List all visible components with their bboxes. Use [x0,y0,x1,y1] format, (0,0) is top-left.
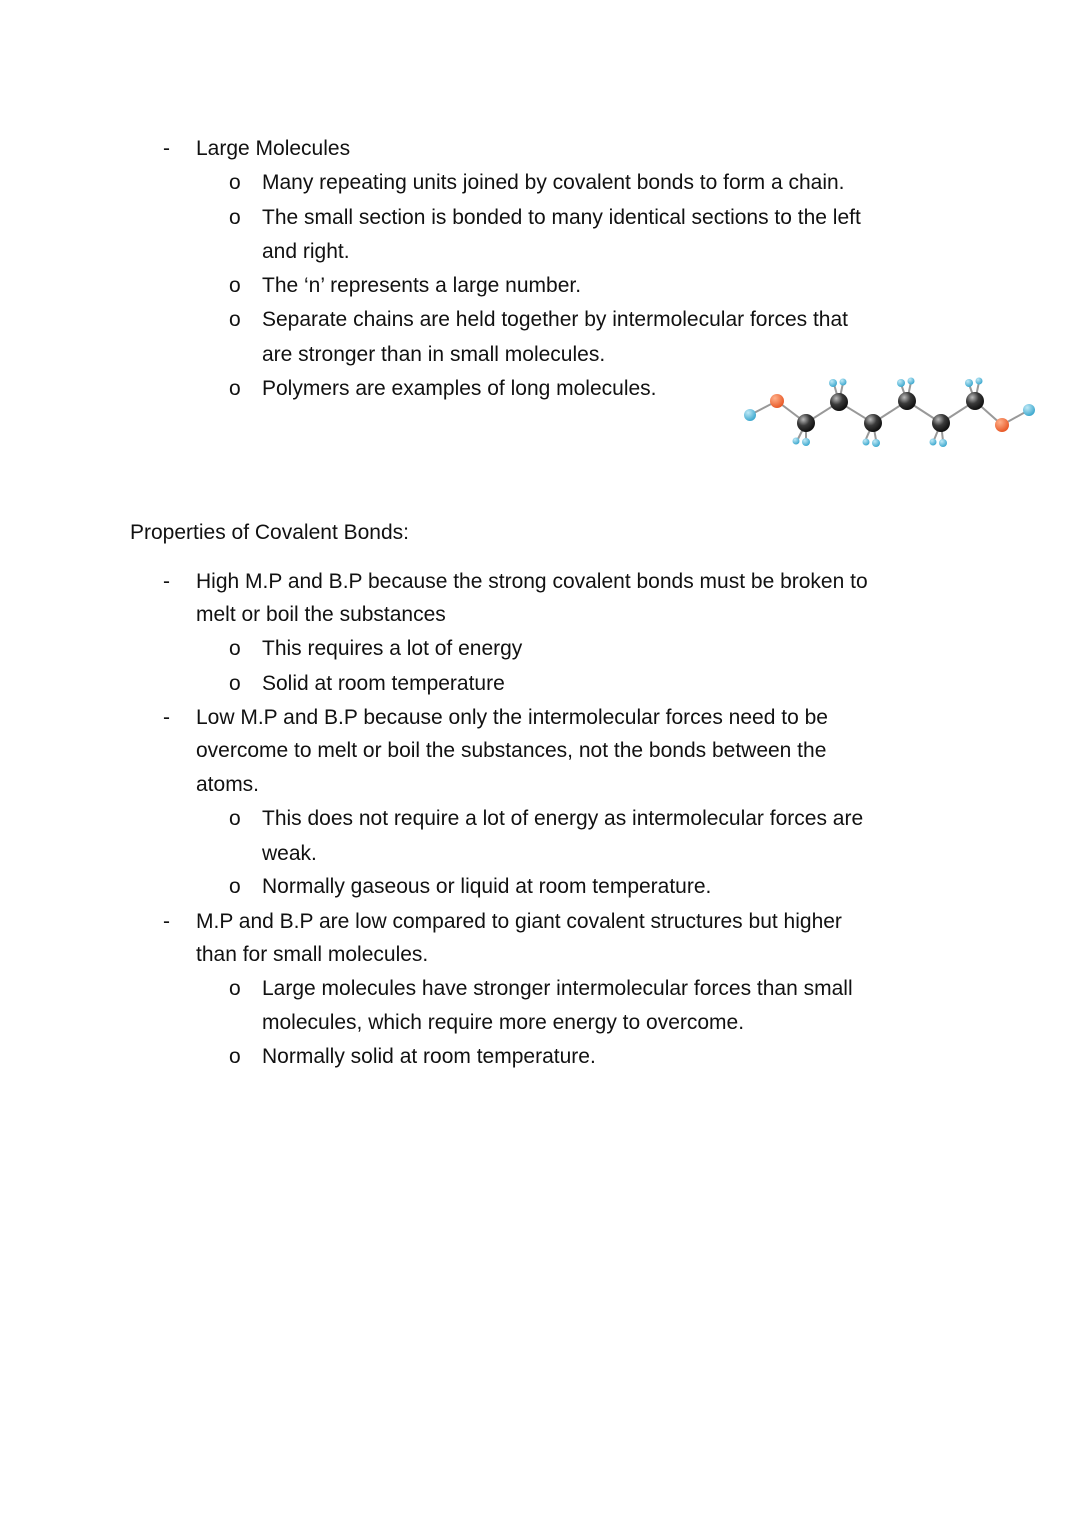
text-line: Large molecules have stronger intermolecular forces than small [262,977,853,1000]
dash-bullet: - [163,706,170,729]
text-line: overcome to melt or boil the substances, not the bonds between the [196,739,827,762]
text-line: atoms. [196,773,260,796]
text-line: The ‘n’ represents a large number. [262,274,582,297]
circle-bullet: o [229,807,241,830]
text-line: This does not require a lot of energy as intermolecular forces are [262,807,864,830]
text-line: melt or boil the substances [196,603,446,626]
circle-bullet: o [229,377,241,400]
section-heading: Large Molecules [196,137,351,160]
text-line: Low M.P and B.P because only the intermolecular forces need to be [196,706,828,729]
text-line: Normally gaseous or liquid at room temperature. [262,875,712,898]
circle-bullet: o [229,274,241,297]
text-line: High M.P and B.P because the strong covalent bonds must be broken to [196,570,868,593]
circle-bullet: o [229,672,241,695]
circle-bullet: o [229,171,241,194]
text-line: and right. [262,240,350,263]
text-line: Solid at room temperature [262,672,505,695]
circle-bullet: o [229,977,241,1000]
text-line: Separate chains are held together by intermolecular forces that [262,308,849,331]
circle-bullet: o [229,206,241,229]
text-line: Polymers are examples of long molecules. [262,377,657,400]
dash-bullet: - [163,137,170,160]
circle-bullet: o [229,1045,241,1068]
circle-bullet: o [229,875,241,898]
text-line: M.P and B.P are low compared to giant covalent structures but higher [196,910,842,933]
circle-bullet: o [229,308,241,331]
text-line: Many repeating units joined by covalent bonds to form a chain. [262,171,845,194]
circle-bullet: o [229,637,241,660]
text-line: The small section is bonded to many identical sections to the left [262,206,861,229]
text-line: This requires a lot of energy [262,637,523,660]
text-line: Normally solid at room temperature. [262,1045,596,1068]
text-line: weak. [262,842,317,865]
section-heading: Properties of Covalent Bonds: [130,521,409,544]
text-line: than for small molecules. [196,943,429,966]
bonds [750,382,1029,441]
polymer-molecule-diagram [730,370,1050,460]
text-line: molecules, which require more energy to overcome. [262,1011,745,1034]
text-line: are stronger than in small molecules. [262,343,606,366]
dash-bullet: - [163,910,170,933]
dash-bullet: - [163,570,170,593]
